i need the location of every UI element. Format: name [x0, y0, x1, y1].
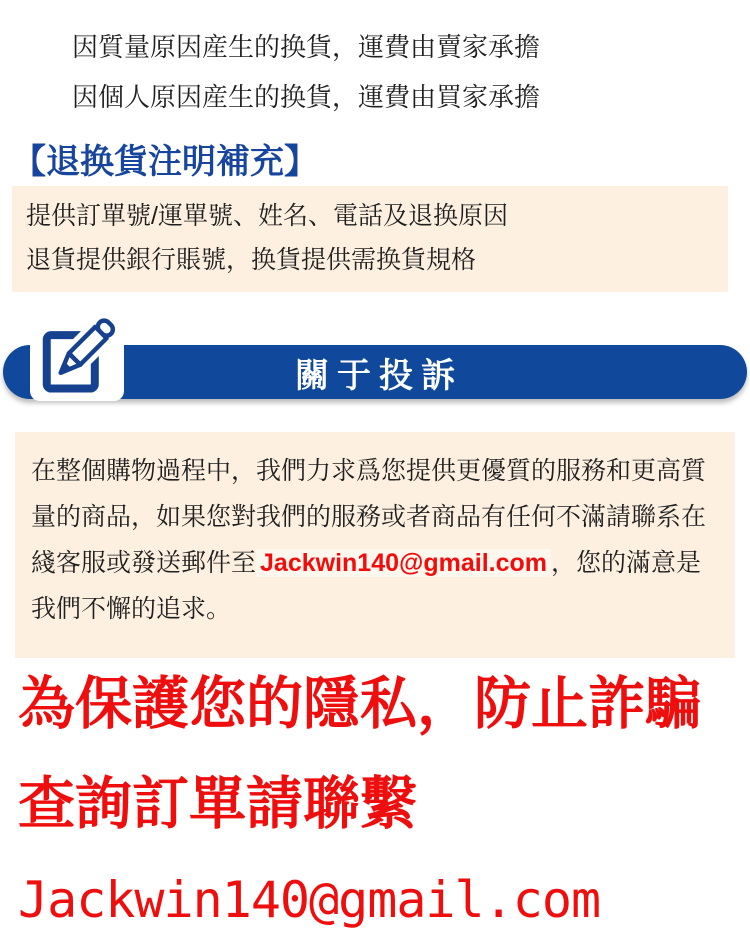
privacy-warning-line1: 為保護您的隱私，防止詐騙 [18, 672, 702, 736]
privacy-warning-section [18, 674, 750, 928]
notepad-pencil-icon [30, 312, 124, 401]
policy-note-quality: 因質量原因産生的换貨，運費由賣家承擔 [72, 32, 541, 62]
return-note-line-order-info: 提供訂單號/運單號、姓名、電話及退换原因 [26, 202, 508, 230]
return-note-box [12, 186, 728, 292]
complaint-email-link[interactable]: Jackwin140@gmail.com [256, 549, 551, 577]
complaint-text-before-email: 在整個購物過程中，我們力求爲您提供更優質的服務和更高質量的商品，如果您對我們的服務或者商品有任何不滿請聯系在綫客服或發送郵件至 [31, 457, 707, 577]
complaint-banner-title: 關于投訴 [295, 356, 463, 395]
complaint-text-box [15, 432, 735, 658]
complaint-banner-section [0, 345, 750, 399]
privacy-contact-email[interactable]: Jackwin140@gmail.com [18, 871, 601, 929]
complaint-text-after-email: ，您的滿意是我們不懈的追求。 [31, 549, 702, 623]
policy-note-personal: 因個人原因産生的换貨，運費由買家承擔 [72, 82, 541, 112]
return-note-heading: 【退换貨注明補充】 [12, 143, 318, 181]
privacy-warning-line2: 查詢訂單請聯繫 [18, 772, 417, 836]
exchange-policy-notes [72, 0, 750, 122]
return-note-line-bank-info: 退貨提供銀行賬號，换貨提供需换貨規格 [26, 246, 477, 274]
